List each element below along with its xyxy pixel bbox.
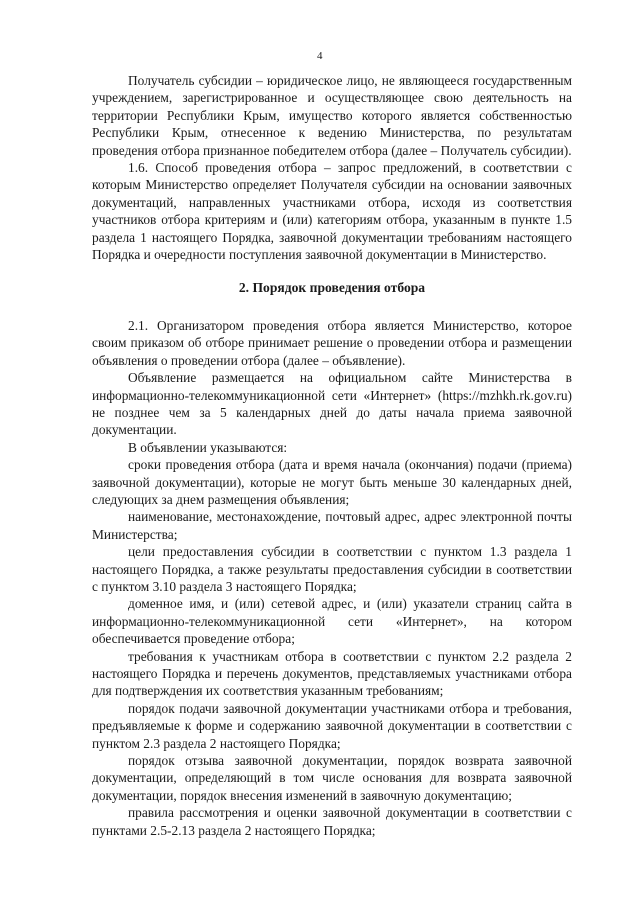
paragraph-announcement-contents-intro: В объявлении указываются: [128, 439, 288, 455]
list-item-evaluation-rules: правила рассмотрения и оценки заявочной документации в соответствии с пунктами 2.5-2.13 раздела 2 настоящего Порядка; [92, 805, 572, 838]
paragraph-announcement-placement: Объявление размещается на официальном сайте Министерства в информационно-телекоммуникационной сети «Интернет» (https://mzhkh.rk.gov.ru) не позднее чем за 5 календарных дней до даты начала приема заявочной документации. [92, 370, 572, 438]
paragraph-recipient-definition: Получатель субсидии – юридическое лицо, не являющееся государственным учреждением, зарегистрированное и осуществляющее свою деятельность на территории Республики Крым, имущество которого является собственностью Республики Крым, отнесенное к ведению Министерства, по результатам проведения отбора признанное победителем отбора (далее – Получатель субсидии). [92, 73, 572, 158]
document-body [92, 72, 572, 839]
list-item-ministry-contacts: наименование, местонахождение, почтовый адрес, адрес электронной почты Министерства; [92, 509, 572, 542]
list-item-withdrawal-procedure: порядок отзыва заявочной документации, порядок возврата заявочной документации, определяющий в том числе основания для возврата заявочной документации, порядок внесения изменений в заявочную документацию; [92, 753, 572, 803]
list-item-participant-requirements: требования к участникам отбора в соответствии с пунктом 2.2 раздела 2 настоящего Порядка и перечень документов, представляемых участниками отбора для подтверждения их соответствия указанным требованиям; [92, 648, 572, 699]
paragraph-1-6-selection-method: 1.6. Способ проведения отбора – запрос предложений, в соответствии с которым Министерство определяет Получателя субсидии на основании заявочных документаций, направленных участниками отбора, исходя из соответствия участников отбора критериям и (или) категориям отбора, указанным в пункте 1.5 раздела 1 настоящего Порядка, заявочной документации требованиям настоящего Порядка и очередности поступления заявочной документации в Министерство. [92, 160, 572, 263]
section-heading: 2. Порядок проведения отбора [238, 280, 426, 296]
page-number: 4 [317, 50, 323, 62]
list-item-selection-dates: сроки проведения отбора (дата и время начала (окончания) подачи (приема) заявочной документации), которые не могут быть меньше 30 календарных дней, следующих за днем размещения объявления; [92, 457, 572, 507]
list-item-website-address: доменное имя, и (или) сетевой адрес, и (или) указатели страниц сайта в информационно-телекоммуникационной сети «Интернет», на котором обеспечивается проведение отбора; [92, 596, 572, 647]
list-item-subsidy-goals: цели предоставления субсидии в соответствии с пунктом 1.3 раздела 1 настоящего Порядка, а также результаты предоставления субсидии в соответствии с пунктом 3.10 раздела 3 настоящего Порядка; [92, 544, 572, 594]
list-item-submission-procedure: порядок подачи заявочной документации участниками отбора и требования, предъявляемые к форме и содержанию заявочной документации в соответствии с пунктом 2.3 раздела 2 настоящего Порядка; [92, 700, 572, 751]
paragraph-2-1-organizer: 2.1. Организатором проведения отбора является Министерство, которое своим приказом об отборе принимает решение о проведении отбора и размещении объявления о проведении отбора (далее – объявление). [92, 317, 572, 368]
